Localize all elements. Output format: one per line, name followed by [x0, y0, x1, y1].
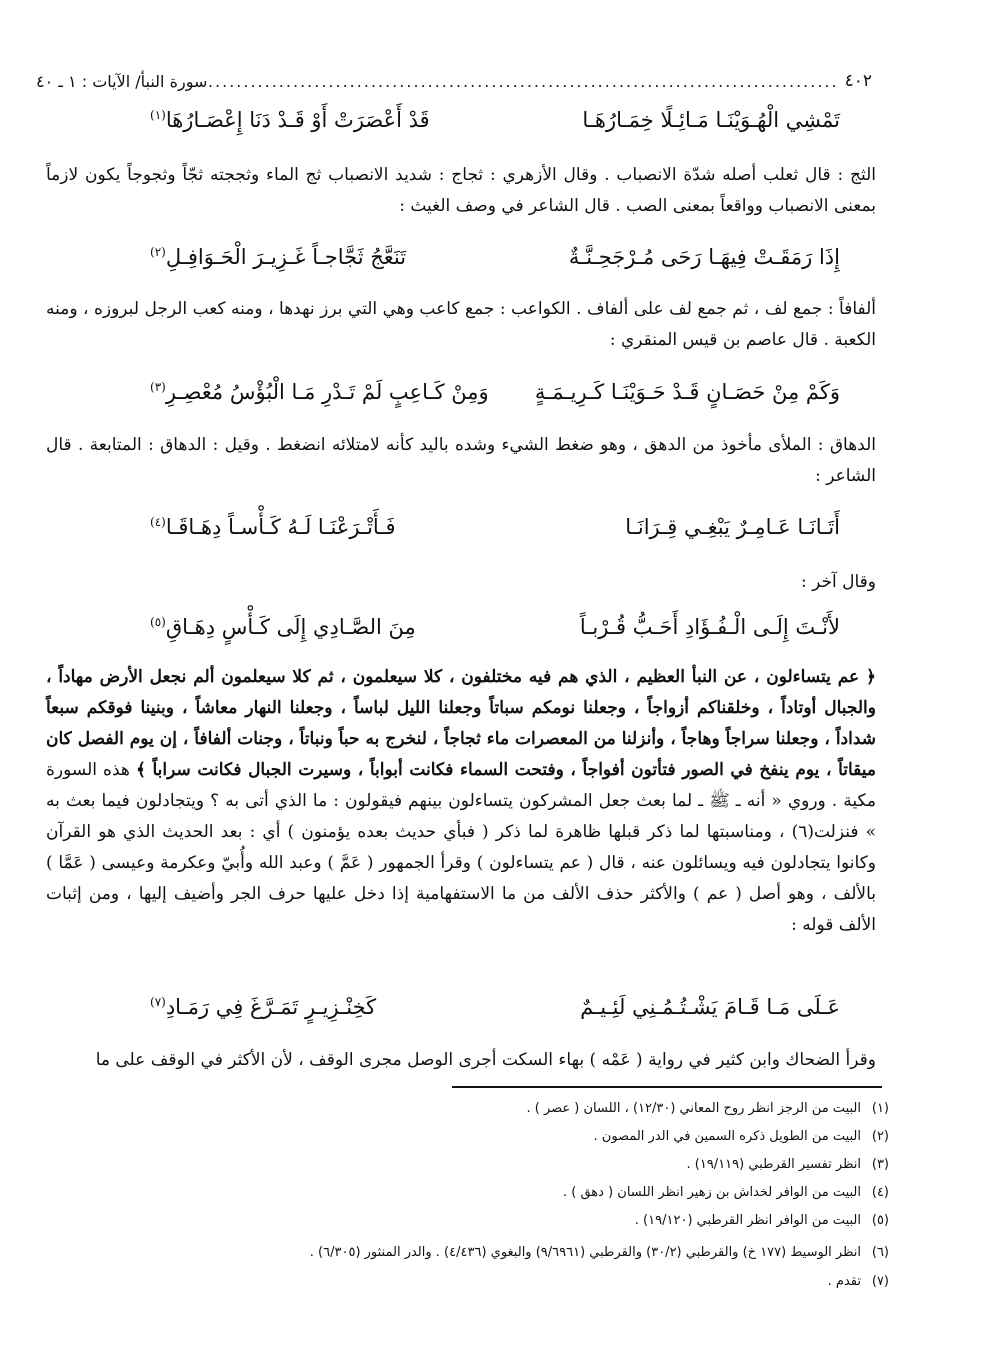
footnote-ref: (١): [150, 108, 166, 122]
footnote-text: البيت من الطويل ذكره السمين في الدر المصون .: [593, 1129, 861, 1144]
paragraph: الثج : قال ثعلب أصله شدّة الانصباب . وقال الأزهري : ثجاج : شديد الانصباب ثج الماء وثججته ثجّاً وثجوجاً يكون لازماً بمعنى الانصباب وواقعاً بمعنى الصب . قال الشاعر في وصف الغيث :: [46, 165, 876, 216]
verse-line: [150, 515, 840, 539]
footnote: [89, 1241, 889, 1265]
footnote-text: البيت من الرجز انظر روح المعاني (١٢/٣٠) ، اللسان ( عصر ) .: [526, 1101, 861, 1116]
footnote-number: (٢): [871, 1129, 889, 1144]
paragraph: وقال آخر :: [800, 572, 876, 592]
verse-hemistich-second: وَمِنْ كَـاعِبٍ لَمْ تَـدْرِ مَـا الْبُؤْسُ مُعْصِـرِ: [165, 380, 489, 404]
footnote-ref: (٢): [150, 245, 166, 259]
page-number: ٤٠٢: [844, 71, 872, 91]
verse-hemistich-first: أَتَـانَـا عَـامِـرٌ يَبْغِـي قِـرَانَـا: [625, 515, 840, 539]
verse-hemistich-second: قَدْ أَعْصَرَتْ أَوْ قَـدْ دَنَا إِعْصَـارُهَا: [165, 108, 430, 132]
verse-hemistich-first: وَكَمْ مِنْ حَصَـانٍ قَـدْ حَـوَيْنَـا كَـرِيـمَـةٍ: [534, 380, 840, 404]
paragraph: الدهاق : الملأى مأخوذ من الدهق ، وهو ضغط الشيء وشده باليد كأنه لامتلائه انضغط . وقيل : الدهاق : المتابعة . قال الشاعر :: [46, 435, 876, 486]
footnote-text: تقدم .: [827, 1274, 861, 1289]
footnote-text: انظر الوسيط (١٧٧ خ) والقرطبي (٣٠/٢) والقرطبي (٩/٦٩٦١) والبغوي (٤/٤٣٦) . والدر المنثور (٦/٣٠٥) .: [309, 1245, 861, 1260]
verse-hemistich-first: عَـلَى مَـا قَـامَ يَشْـتُـمُـنِي لَئِـيـمٌ: [580, 995, 840, 1019]
footnote-text: البيت من الوافر انظر القرطبي (١٩/١٢٠) .: [634, 1213, 861, 1228]
verse-hemistich-first: إِذَا رَمَقَـتْ فِيهَـا رَحَى مُـرْجَحِـنَّـةٌ: [568, 245, 840, 269]
paragraph: [46, 662, 876, 941]
footnote-text: البيت من الوافر لخداش بن زهير انظر اللسان ( دهق ) .: [563, 1185, 861, 1200]
verse-hemistich-second: تَنَعَّجُ ثَجَّاجـاً غَـزِيـرَ الْحَـوَافِـلِ: [165, 245, 407, 269]
verse-line: [150, 995, 840, 1019]
footnote-number: (١): [871, 1101, 889, 1116]
verse-line: [150, 615, 840, 639]
verse-hemistich-first: لأَنْـتَ إِلَـى الْـفُـؤَادِ أَحَـبُّ قُـرْبـاً: [579, 615, 840, 639]
footnote-ref: (٣): [150, 380, 166, 394]
footnote-number: (٥): [871, 1213, 889, 1228]
footnote-ref: (٧): [150, 995, 166, 1009]
verse-line: [150, 380, 840, 404]
verse-hemistich-first: تَمْشِي الْهُـوَيْنَـا مَـائِـلًا خِمَـارُهَـا: [582, 108, 840, 132]
footnote-text: انظر تفسير القرطبي (١٩/١١٩) .: [686, 1157, 861, 1172]
footnote: [89, 1097, 889, 1121]
paragraph: ألفافاً : جمع لف ، ثم جمع لف على ألفاف . الكواعب : جمع كاعب وهي التي برز نهدها ، ومنه كعب الرجل لبروزه ، ومنه الكعبة . قال عاصم بن قيس المنقري :: [46, 299, 876, 350]
footnote: [89, 1209, 889, 1233]
footnote-number: (٧): [871, 1274, 889, 1289]
footnote-ref: (٥): [150, 615, 166, 629]
commentary-text: هذه السورة مكية . وروي « أنه ـ ﷺ ـ لما بعث جعل المشركون يتساءلون بينهم فيقولون : ما الذي أتى به ؟ ويتجادلون فيما بعث به » فنزلت(٦) ، ومناسبتها لما ذكر قبلها ظاهرة لما ذكر ( فبأي حديث بعده يؤمنون ) أي : بعد الحديث الذي هو القرآن وكانوا يتجادلون فيه ويسائلون عنه ، قال ( عم يتساءلون ) وقرأ الجمهور ( عَمَّ ) وعبد الله وأُبيّ وعكرمة وعيسى ( عَمَّا ) بالألف ، وهو أصل ( عم ) والأكثر حذف الألف من ما الاستفهامية إذا دخل عليها حرف الجر وأضيف إليها ، ومن إثبات الألف قوله :: [46, 760, 877, 935]
verse-line: [150, 108, 840, 132]
footnote: [89, 1153, 889, 1177]
quran-passage: ﴿ عم يتساءلون ، عن النبأ العظيم ، الذي هم فيه مختلفون ، كلا سيعلمون ، ثم كلا سيعلمون ألم نجعل الأرض مهاداً ، والجبال أوتاداً ، وخلقناكم أزواجاً ، وجعلنا نومكم سباتاً وجعلنا الليل لباساً ، وجعلنا النهار معاشاً ، وبنينا فوقكم سبعاً شداداً ، وجعلنا سراجاً وهاجاً ، وأنزلنا من المعصرات ماء ثجاجاً ، لنخرج به حباً ونباتاً ، وجنات ألفافاً ، إن يوم الفصل كان ميقاتاً ، يوم ينفخ في الصور فتأتون أفواجاً ، وفتحت السماء فكانت أبواباً ، وسيرت الجبال فكانت سراباً ﴾: [46, 667, 876, 780]
verse-hemistich-second: مِنَ الصَّـادِي إِلَى كَـأْسٍ دِهَـاقِ: [165, 615, 416, 639]
verse-hemistich-second: فَـأَتْـرَعْنَـا لَـهُ كَـأْسـاً دِهَـاقَـا: [165, 515, 396, 539]
running-header: [36, 66, 872, 96]
verse-line: [150, 245, 840, 269]
header-leader-dots: [207, 72, 844, 91]
footnote-number: (٦): [871, 1245, 889, 1260]
footnote-ref: (٤): [150, 515, 166, 529]
footnote-number: (٤): [871, 1185, 889, 1200]
footnote-number: (٣): [871, 1157, 889, 1172]
verse-hemistich-second: كَخِنْـزِيـرٍ تَمَـرَّغَ فِي رَمَـادِ: [165, 995, 377, 1019]
footnote-separator: [452, 1086, 882, 1088]
paragraph: وقرأ الضحاك وابن كثير في رواية ( عَمْه ) بهاء السكت أجرى الوصل مجرى الوقف ، لأن الأكثر في الوقف على ما: [95, 1050, 876, 1070]
footnote: [89, 1125, 889, 1149]
footnote: [89, 1270, 889, 1294]
footnote: [89, 1181, 889, 1205]
surah-title: سورة النبأ/ الآيات : ١ ـ ٤٠: [36, 71, 208, 91]
